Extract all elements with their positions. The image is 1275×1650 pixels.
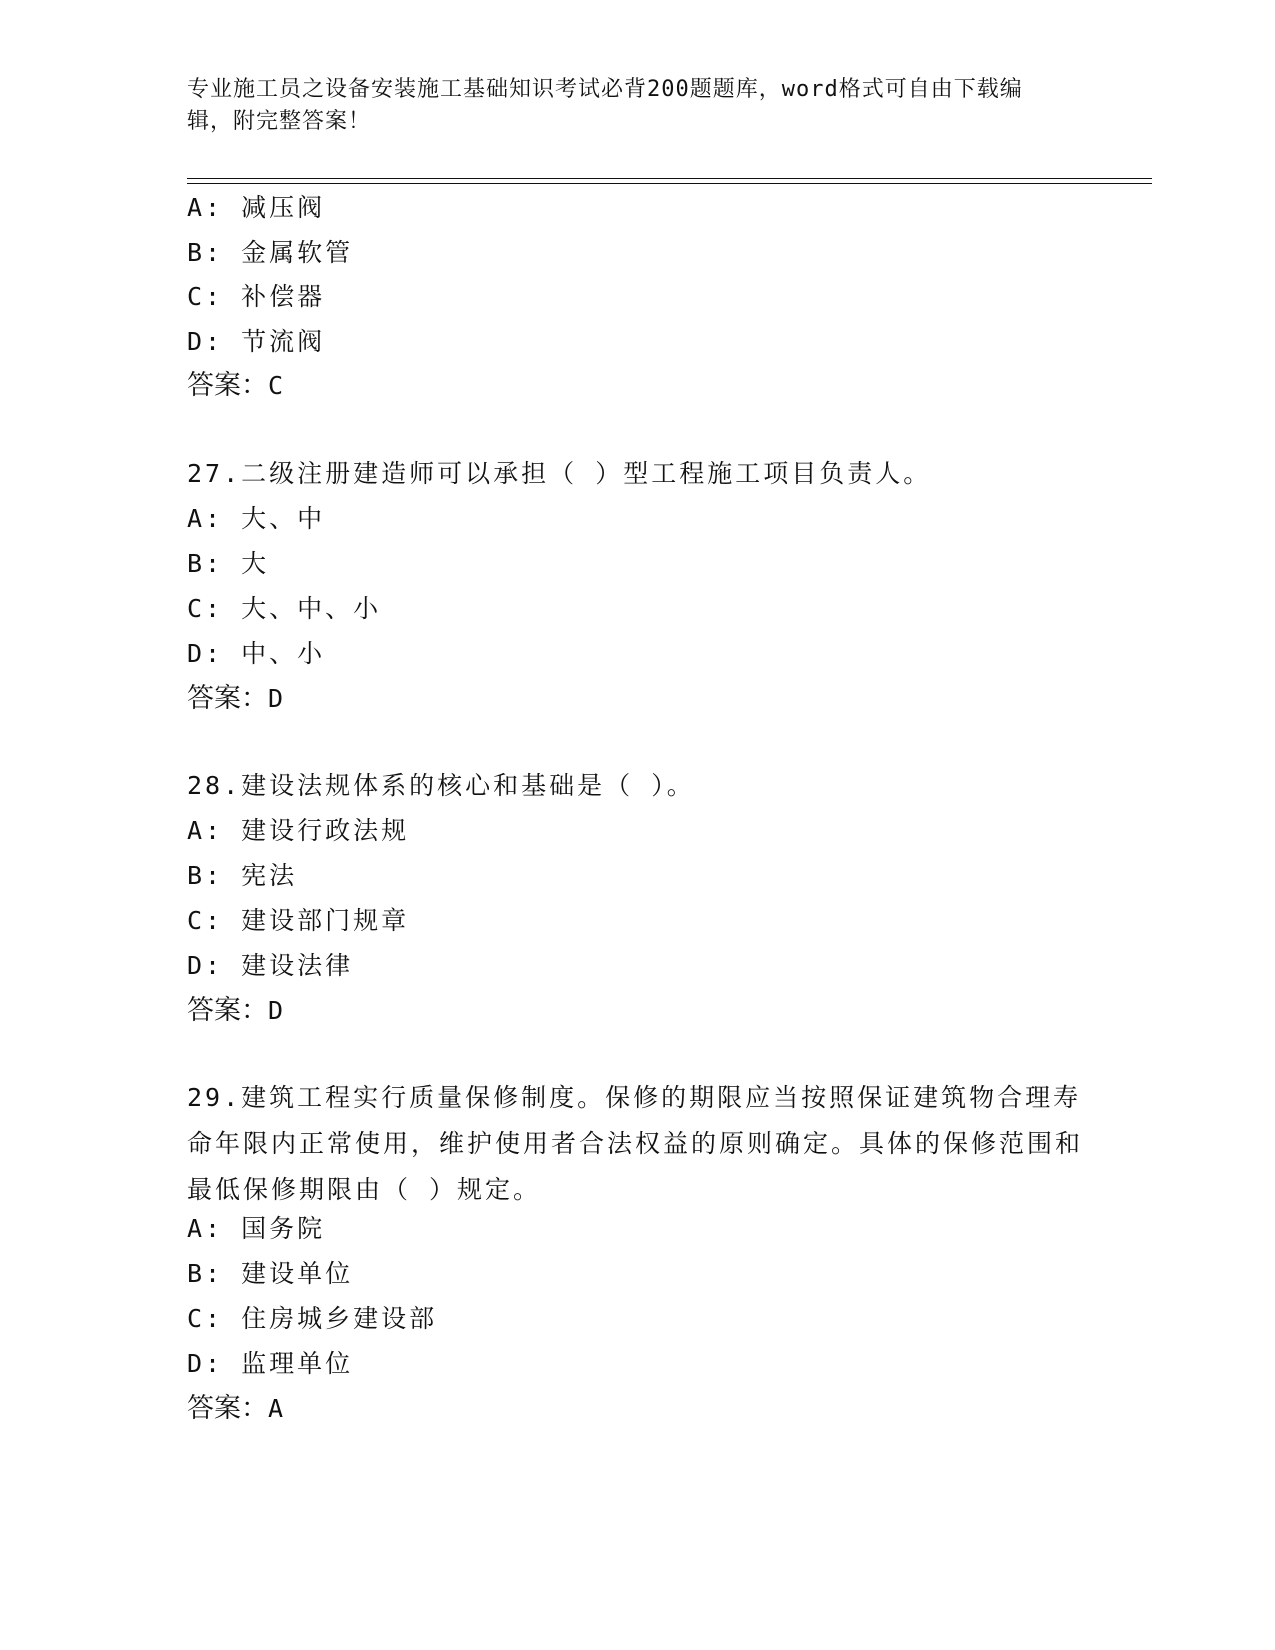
q27-stem: 27.二级注册建造师可以承担（ ）型工程施工项目负责人。	[187, 459, 932, 488]
q26-option-c: C: 补偿器	[187, 282, 326, 311]
q26-answer-label: 答案：	[187, 370, 268, 401]
q27-option-a: A: 大、中	[187, 504, 326, 533]
q28-option-d: D: 建设法律	[187, 951, 354, 980]
q29-stem: 29.建筑工程实行质量保修制度。保修的期限应当按照保证建筑物合理寿命年限内正常使用，维护使用者合法权益的原则确定。具体的保修范围和最低保修期限由（ ）规定。	[187, 1083, 1084, 1204]
q29-option-a: A: 国务院	[187, 1214, 326, 1243]
q29-option-c: C: 住房城乡建设部	[187, 1304, 438, 1333]
q27-option-c: C: 大、中、小	[187, 594, 382, 623]
q29-answer-label: 答案：	[187, 1393, 268, 1424]
q28-answer-value: D	[268, 996, 284, 1025]
q28-answer	[187, 995, 283, 1027]
q27-option-b: B: 大	[187, 549, 270, 578]
q29-answer-value: A	[268, 1394, 284, 1423]
q26-answer	[187, 370, 283, 402]
header-divider-top	[187, 178, 1152, 179]
q28-stem: 28.建设法规体系的核心和基础是（ ）。	[187, 771, 695, 800]
header-divider-bottom	[187, 183, 1152, 184]
document-header: 专业施工员之设备安装施工基础知识考试必背200题题库，word格式可自由下载编辑，附完整答案！	[187, 77, 1023, 134]
q27-option-d: D: 中、小	[187, 639, 326, 668]
q26-option-d: D: 节流阀	[187, 327, 326, 356]
q26-answer-value: C	[268, 371, 284, 400]
q28-option-c: C: 建设部门规章	[187, 906, 410, 935]
q28-option-b: B: 宪法	[187, 861, 298, 890]
q27-answer-value: D	[268, 684, 284, 713]
q28-answer-label: 答案：	[187, 995, 268, 1026]
q28-option-a: A: 建设行政法规	[187, 816, 410, 845]
q29-answer	[187, 1393, 283, 1425]
q29-option-b: B: 建设单位	[187, 1259, 354, 1288]
q29-option-d: D: 监理单位	[187, 1349, 354, 1378]
q27-answer-label: 答案：	[187, 683, 268, 714]
q26-option-b: B: 金属软管	[187, 238, 354, 267]
q26-option-a: A: 减压阀	[187, 193, 326, 222]
q27-answer	[187, 683, 283, 715]
